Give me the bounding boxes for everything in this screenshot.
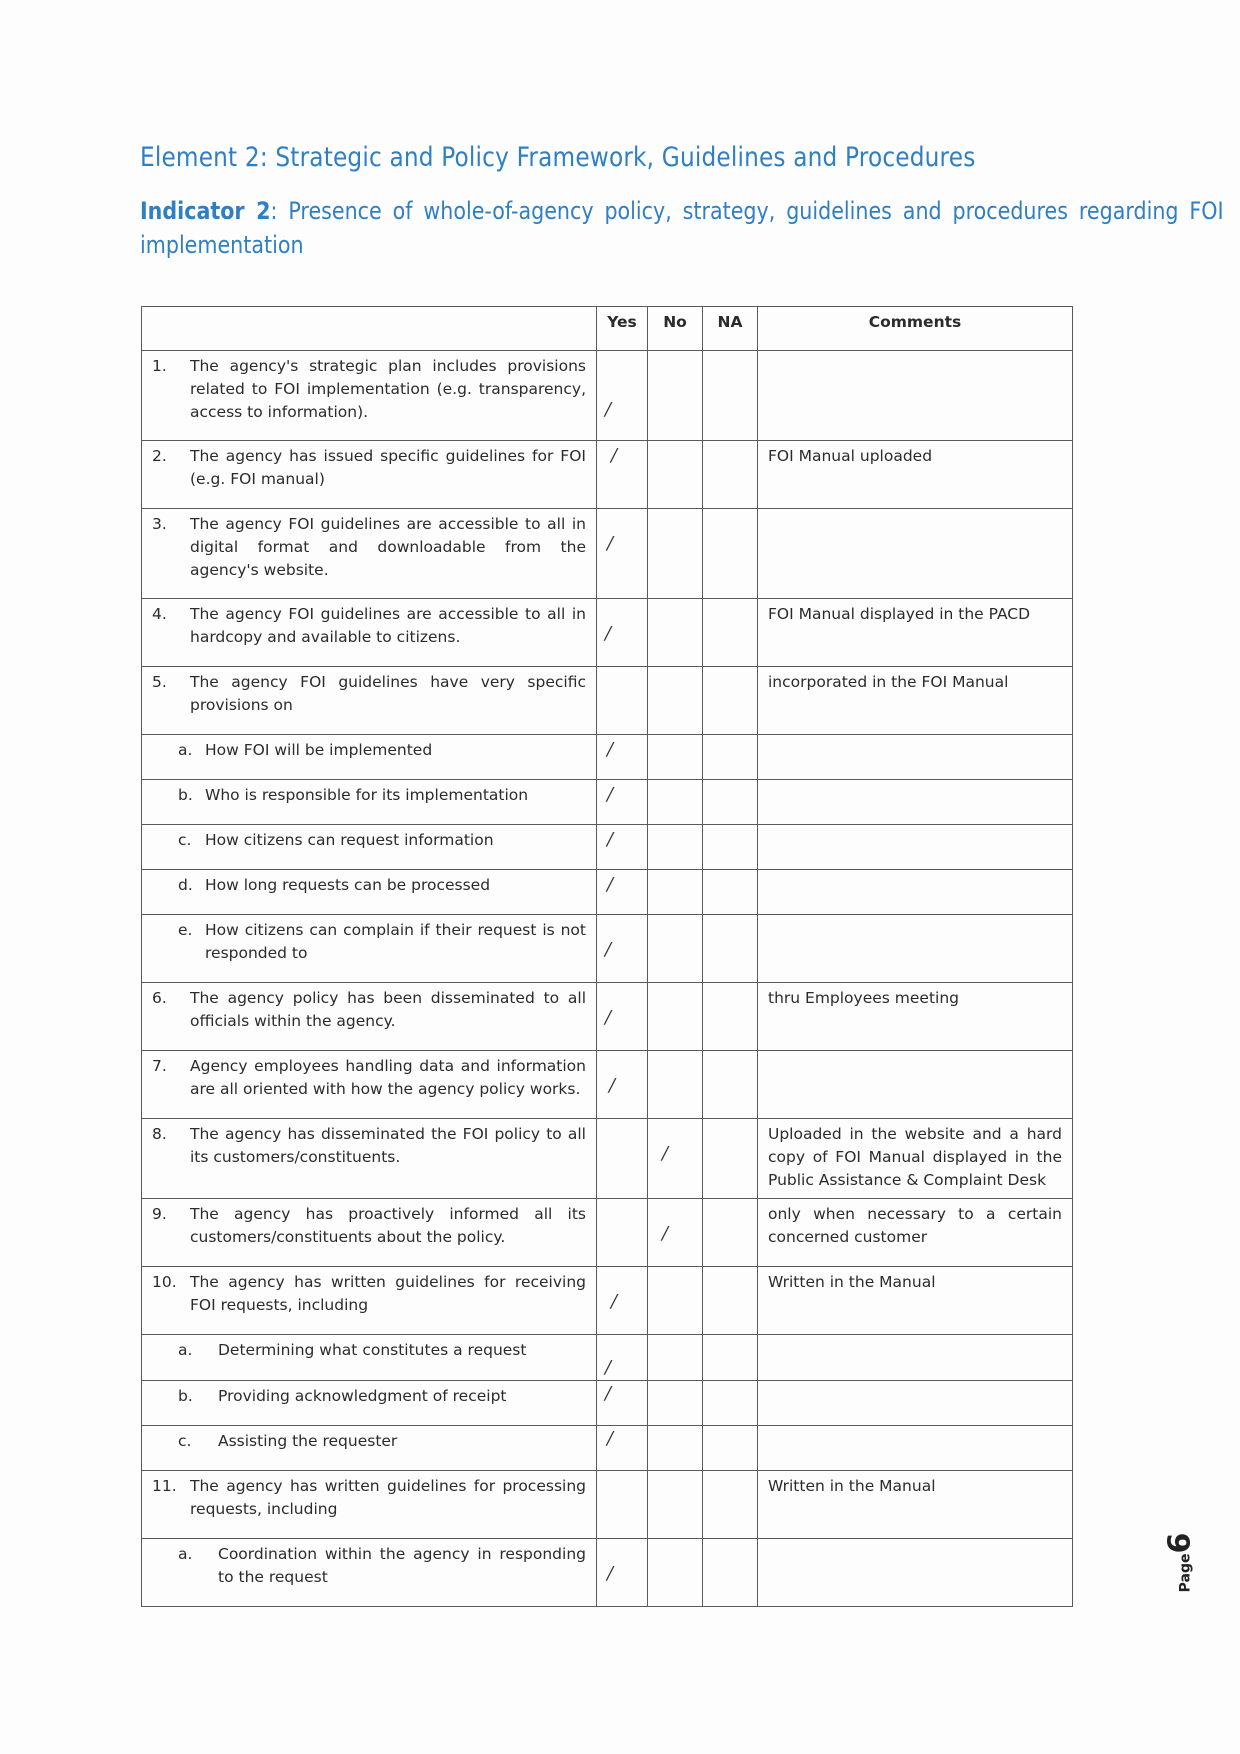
na-cell xyxy=(703,735,758,780)
table-row xyxy=(142,667,1073,735)
yes-cell xyxy=(597,735,648,780)
na-cell xyxy=(703,1471,758,1539)
yes-mark: / xyxy=(607,874,614,895)
na-cell xyxy=(703,1335,758,1381)
item-text: The agency policy has been disseminated to all officials within the agency. xyxy=(190,989,586,1030)
yes-cell xyxy=(597,599,648,667)
na-cell xyxy=(703,825,758,870)
yes-cell xyxy=(597,441,648,509)
item-text: Agency employees handling data and information are all oriented with how the agency policy works. xyxy=(190,1057,586,1098)
table-row xyxy=(142,735,1073,780)
yes-cell xyxy=(597,351,648,441)
no-cell xyxy=(648,351,703,441)
comment-text xyxy=(758,870,1072,880)
yes-mark: / xyxy=(607,784,614,805)
item-text: Who is responsible for its implementation xyxy=(205,786,529,804)
item-number: 9. xyxy=(152,1205,167,1223)
yes-cell xyxy=(597,1335,648,1381)
no-cell xyxy=(648,1119,703,1199)
header-no: No xyxy=(648,307,703,351)
table-row xyxy=(142,1335,1073,1381)
comment-text xyxy=(758,1426,1072,1436)
no-cell xyxy=(648,983,703,1051)
na-cell xyxy=(703,1381,758,1426)
na-cell xyxy=(703,983,758,1051)
table-row xyxy=(142,509,1073,599)
indicator-title xyxy=(140,194,1224,262)
no-cell xyxy=(648,1539,703,1607)
item-text: The agency has written guidelines for processing requests, including xyxy=(190,1477,586,1518)
item-letter: b. xyxy=(178,786,193,804)
item-number: 3. xyxy=(152,515,167,533)
comment-text: Uploaded in the website and a hard copy of FOI Manual displayed in the Public Assistance & Complaint Desk xyxy=(768,1125,1062,1189)
item-number: 7. xyxy=(152,1057,167,1075)
yes-mark: / xyxy=(611,1291,618,1312)
na-cell xyxy=(703,441,758,509)
header-yes: Yes xyxy=(597,307,648,351)
no-mark: / xyxy=(662,1223,669,1244)
item-number: 6. xyxy=(152,989,167,1007)
item-text: The agency FOI guidelines are accessible to all in hardcopy and available to citizens. xyxy=(190,605,586,646)
item-number: 4. xyxy=(152,605,167,623)
header-na: NA xyxy=(703,307,758,351)
na-cell xyxy=(703,915,758,983)
item-text: The agency has proactively informed all its customers/constituents about the policy. xyxy=(190,1205,586,1246)
yes-cell xyxy=(597,1267,648,1335)
no-cell xyxy=(648,915,703,983)
yes-cell xyxy=(597,915,648,983)
yes-cell xyxy=(597,509,648,599)
page-number-value: 6 xyxy=(1162,1532,1198,1554)
yes-mark: / xyxy=(605,939,612,960)
yes-mark: / xyxy=(607,739,614,760)
yes-cell xyxy=(597,667,648,735)
table-row xyxy=(142,825,1073,870)
item-letter: c. xyxy=(178,831,192,849)
no-cell xyxy=(648,1335,703,1381)
no-cell xyxy=(648,780,703,825)
no-cell xyxy=(648,1199,703,1267)
na-cell xyxy=(703,1426,758,1471)
comment-text: Written in the Manual xyxy=(768,1273,936,1291)
na-cell xyxy=(703,780,758,825)
no-cell xyxy=(648,509,703,599)
comment-text: Written in the Manual xyxy=(768,1477,936,1495)
header-comments: Comments xyxy=(758,307,1073,351)
comment-text xyxy=(758,1539,1072,1549)
item-text: Assisting the requester xyxy=(218,1432,398,1450)
item-text: The agency FOI guidelines are accessible to all in digital format and downloadable from the agency's website. xyxy=(190,515,586,579)
table-header-row xyxy=(142,307,1073,351)
table-row xyxy=(142,983,1073,1051)
yes-cell xyxy=(597,983,648,1051)
item-number: 11. xyxy=(152,1477,177,1495)
yes-cell xyxy=(597,1051,648,1119)
page-number xyxy=(1162,1533,1197,1593)
comment-text: FOI Manual uploaded xyxy=(768,447,933,465)
table-row xyxy=(142,1539,1073,1607)
na-cell xyxy=(703,599,758,667)
item-text: The agency has disseminated the FOI policy to all its customers/constituents. xyxy=(190,1125,586,1166)
na-cell xyxy=(703,1539,758,1607)
yes-cell xyxy=(597,1426,648,1471)
item-letter: a. xyxy=(178,741,193,759)
item-text: How FOI will be implemented xyxy=(205,741,433,759)
indicator-label: Indicator 2 xyxy=(140,197,271,225)
item-letter: a. xyxy=(178,1341,193,1359)
no-cell xyxy=(648,870,703,915)
table-row xyxy=(142,1426,1073,1471)
comment-text: only when necessary to a certain concerned customer xyxy=(768,1205,1062,1246)
item-letter: c. xyxy=(178,1432,192,1450)
table-row xyxy=(142,870,1073,915)
yes-cell xyxy=(597,1471,648,1539)
item-letter: d. xyxy=(178,876,193,894)
no-cell xyxy=(648,1471,703,1539)
no-cell xyxy=(648,735,703,780)
comment-text: incorporated in the FOI Manual xyxy=(768,673,1009,691)
item-text: Coordination within the agency in responding to the request xyxy=(218,1545,586,1586)
comment-text: thru Employees meeting xyxy=(768,989,960,1007)
item-text: Determining what constitutes a request xyxy=(218,1341,527,1359)
table-row xyxy=(142,1199,1073,1267)
yes-cell xyxy=(597,1539,648,1607)
no-cell xyxy=(648,1426,703,1471)
item-text: The agency has written guidelines for receiving FOI requests, including xyxy=(190,1273,586,1314)
item-number: 8. xyxy=(152,1125,167,1143)
comment-text xyxy=(758,351,1072,361)
page-label: Page xyxy=(1177,1553,1194,1593)
no-cell xyxy=(648,1267,703,1335)
no-cell xyxy=(648,599,703,667)
comment-text xyxy=(758,915,1072,925)
yes-cell xyxy=(597,870,648,915)
table-row xyxy=(142,1267,1073,1335)
table-row xyxy=(142,1119,1073,1199)
na-cell xyxy=(703,1119,758,1199)
yes-mark: / xyxy=(605,1383,612,1404)
item-letter: a. xyxy=(178,1545,193,1563)
comment-text xyxy=(758,1335,1072,1345)
item-text: Providing acknowledgment of receipt xyxy=(218,1387,507,1405)
comment-text xyxy=(758,825,1072,835)
foi-checklist-table xyxy=(141,306,1073,1607)
yes-mark: / xyxy=(609,1075,616,1096)
yes-cell xyxy=(597,1199,648,1267)
item-letter: e. xyxy=(178,921,193,939)
comment-text xyxy=(758,509,1072,519)
na-cell xyxy=(703,1199,758,1267)
table-row xyxy=(142,351,1073,441)
na-cell xyxy=(703,870,758,915)
no-cell xyxy=(648,441,703,509)
na-cell xyxy=(703,667,758,735)
yes-mark: / xyxy=(607,1428,614,1449)
item-number: 10. xyxy=(152,1273,177,1291)
no-cell xyxy=(648,667,703,735)
table-row xyxy=(142,1471,1073,1539)
item-text: The agency FOI guidelines have very specific provisions on xyxy=(190,673,586,714)
yes-mark: / xyxy=(607,1563,614,1584)
item-number: 1. xyxy=(152,357,167,375)
yes-mark: / xyxy=(605,1007,612,1028)
comment-text xyxy=(758,1381,1072,1391)
na-cell xyxy=(703,1051,758,1119)
comment-text xyxy=(758,780,1072,790)
item-text: The agency has issued specific guidelines for FOI (e.g. FOI manual) xyxy=(190,447,586,488)
yes-cell xyxy=(597,780,648,825)
yes-cell xyxy=(597,1119,648,1199)
yes-mark: / xyxy=(605,623,612,644)
item-letter: b. xyxy=(178,1387,193,1405)
yes-cell xyxy=(597,825,648,870)
item-text: How long requests can be processed xyxy=(205,876,491,894)
comment-text xyxy=(758,735,1072,745)
item-text: How citizens can request information xyxy=(205,831,494,849)
table-row xyxy=(142,915,1073,983)
no-cell xyxy=(648,1051,703,1119)
na-cell xyxy=(703,1267,758,1335)
yes-mark: / xyxy=(605,399,612,420)
no-mark: / xyxy=(662,1143,669,1164)
yes-mark: / xyxy=(607,533,614,554)
element-title: Element 2: Strategic and Policy Framework, Guidelines and Procedures xyxy=(140,142,976,173)
item-text: How citizens can complain if their request is not responded to xyxy=(205,921,586,962)
na-cell xyxy=(703,351,758,441)
table-row xyxy=(142,1381,1073,1426)
table-row xyxy=(142,441,1073,509)
header-item xyxy=(142,307,597,351)
yes-mark: / xyxy=(605,1357,612,1378)
comment-text xyxy=(758,1051,1072,1061)
no-cell xyxy=(648,1381,703,1426)
item-number: 2. xyxy=(152,447,167,465)
yes-cell xyxy=(597,1381,648,1426)
yes-mark: / xyxy=(607,829,614,850)
comment-text: FOI Manual displayed in the PACD xyxy=(768,605,1031,623)
item-number: 5. xyxy=(152,673,167,691)
table-row xyxy=(142,599,1073,667)
no-cell xyxy=(648,825,703,870)
na-cell xyxy=(703,509,758,599)
table-row xyxy=(142,780,1073,825)
indicator-text: : Presence of whole-of-agency policy, strategy, guidelines and procedures regarding FOI implementation xyxy=(140,197,1224,259)
yes-mark: / xyxy=(611,445,618,466)
item-text: The agency's strategic plan includes provisions related to FOI implementation (e.g. transparency, access to information). xyxy=(190,357,586,421)
table-row xyxy=(142,1051,1073,1119)
